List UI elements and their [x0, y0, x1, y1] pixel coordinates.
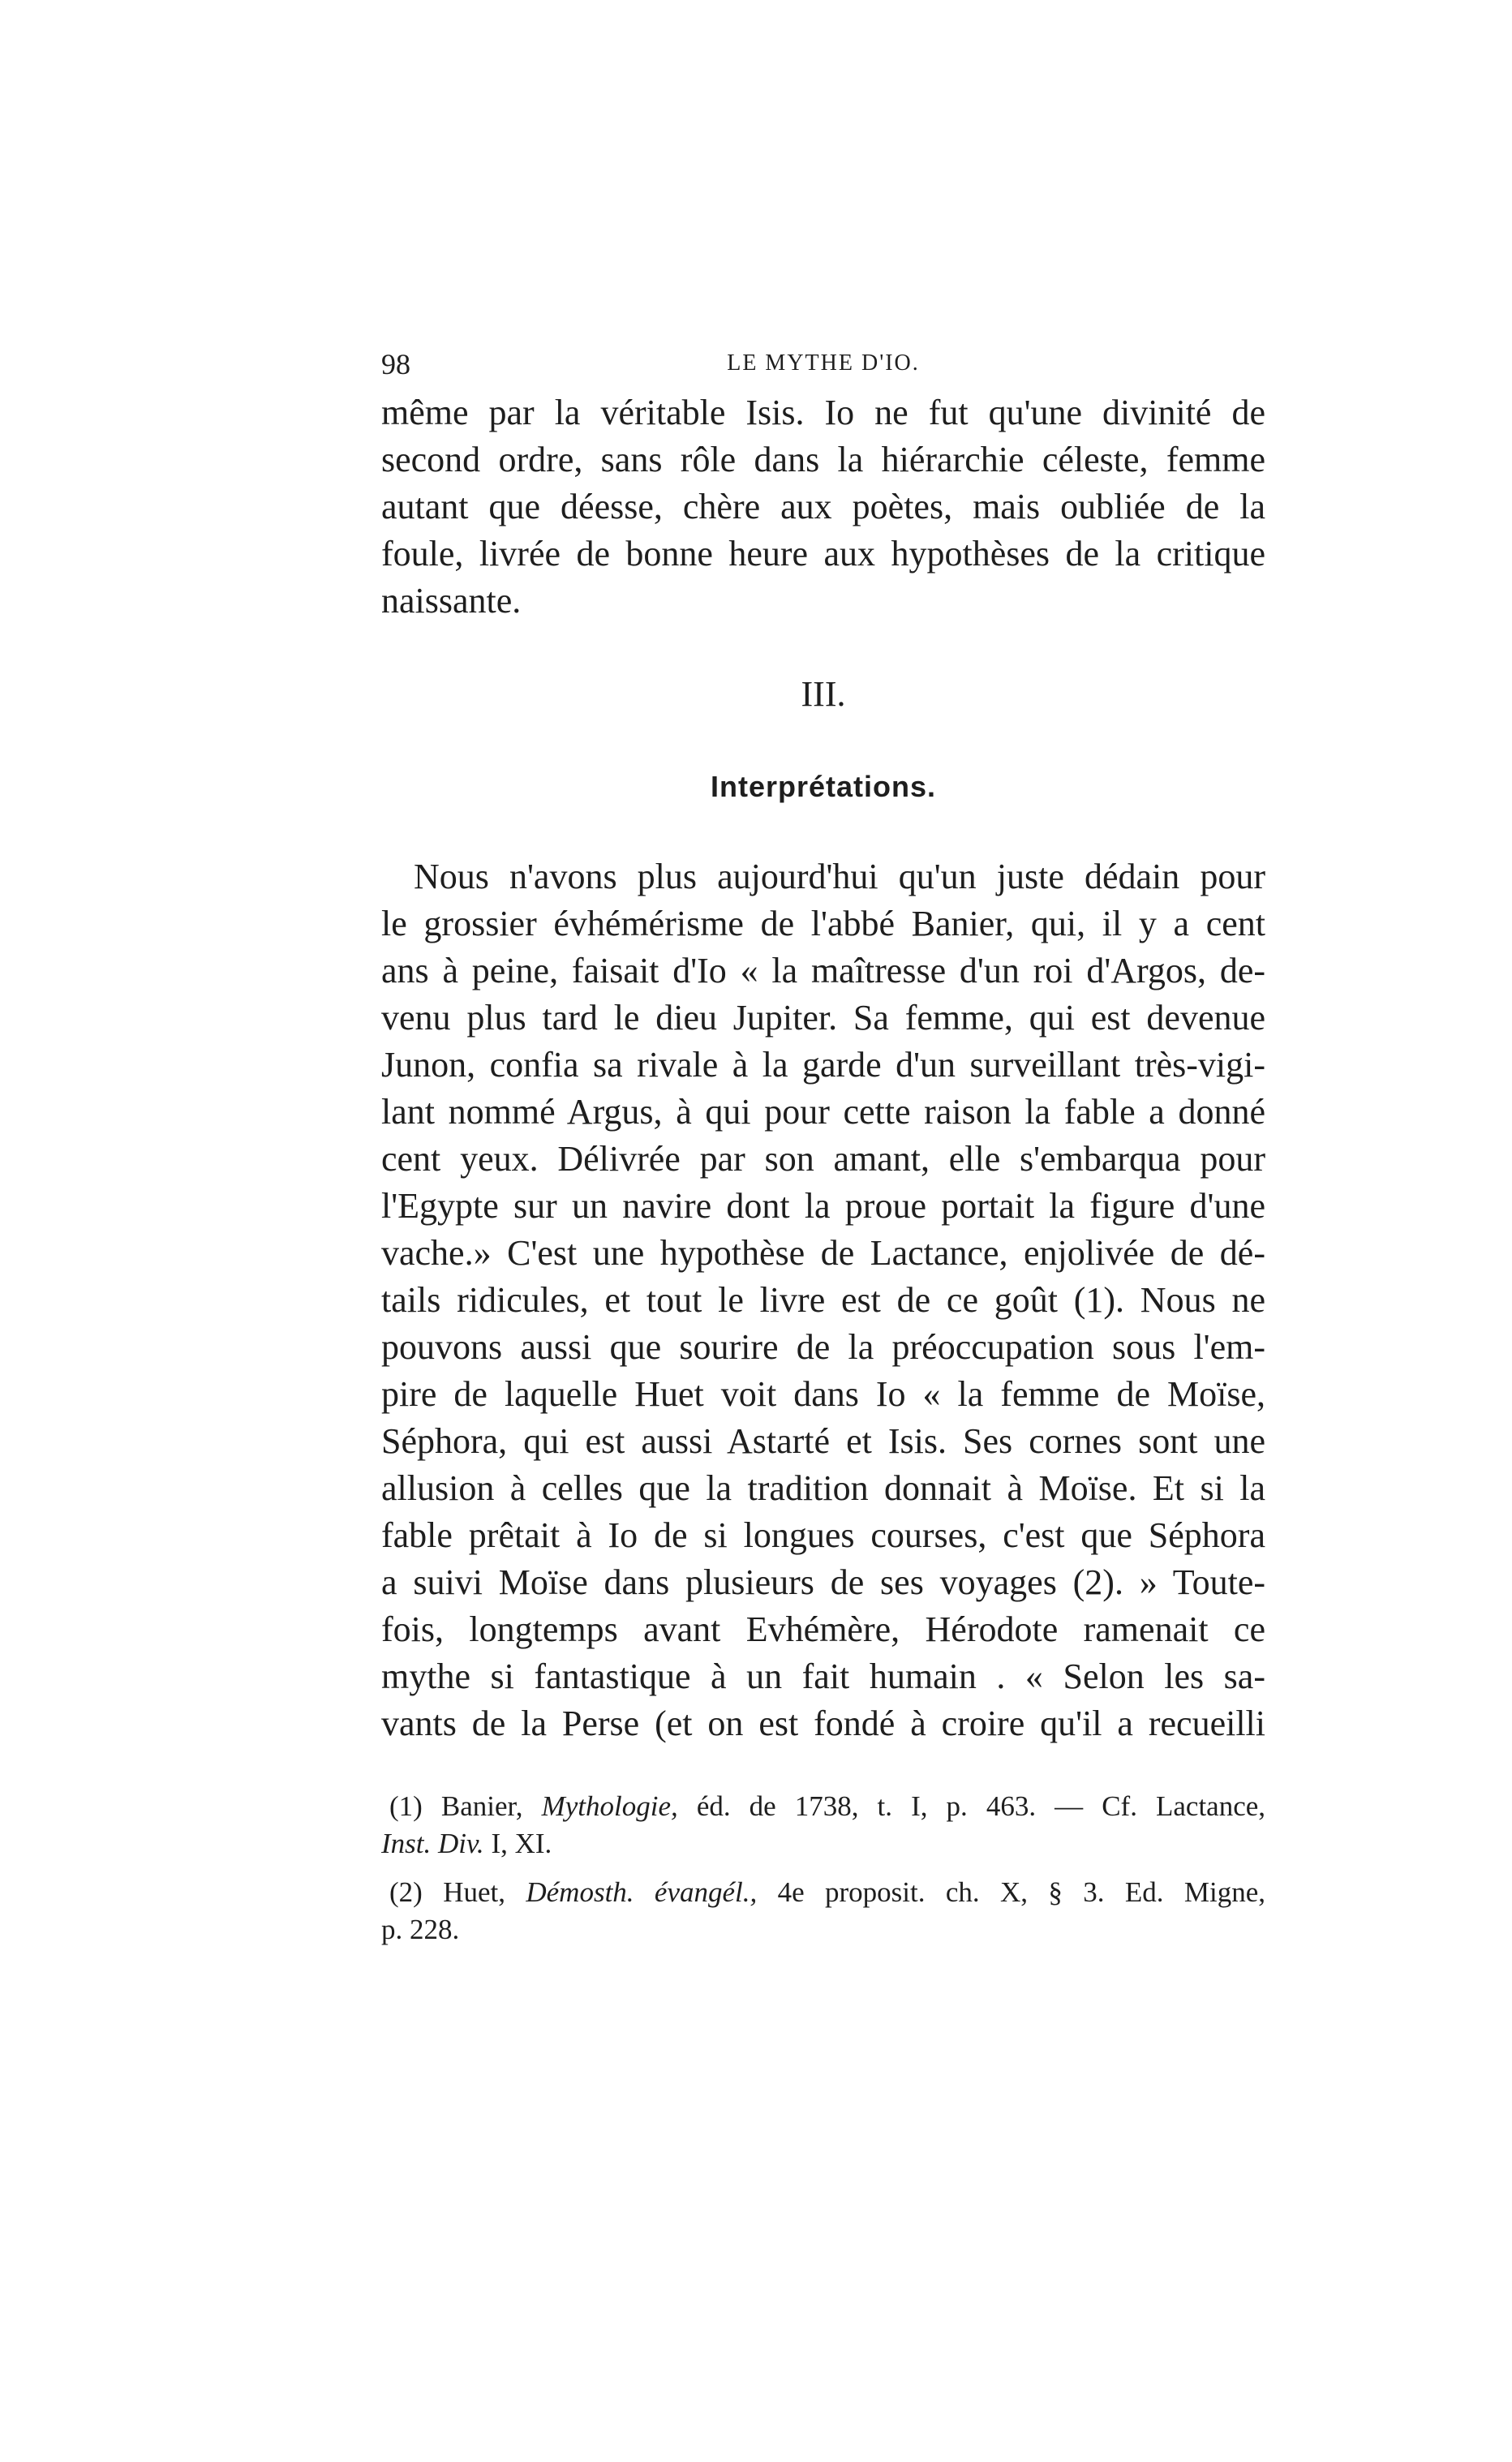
- text-line: Nous n'avons plus aujourd'hui qu'un juste dédain pour: [414, 857, 1265, 896]
- text-line: tails ridicules, et tout le livre est de ce goût (1). Nous ne: [381, 1280, 1265, 1320]
- text-line: pouvons aussi que sourire de la préoccupation sous l'em-: [381, 1327, 1265, 1367]
- text-line: a suivi Moïse dans plusieurs de ses voyages (2). » Toute-: [381, 1562, 1265, 1602]
- text-line: le grossier évhémérisme de l'abbé Banier, qui, il y a cent: [381, 904, 1265, 943]
- book-page: [381, 341, 1265, 1949]
- page-number: 98: [381, 348, 410, 380]
- text-line: pire de laquelle Huet voit dans Io « la femme de Moïse,: [381, 1374, 1265, 1414]
- footnote-2-continued: [381, 1911, 1265, 1949]
- text-line: vants de la Perse (et on est fondé à croire qu'il a recueilli: [381, 1704, 1265, 1743]
- footnote-author: Huet,: [443, 1876, 505, 1908]
- section-number: III.: [801, 674, 846, 714]
- paragraph-interpretations: [381, 853, 1265, 1747]
- text-line: second ordre, sans rôle dans la hiérarchie céleste, femme: [381, 440, 1265, 479]
- footnote-reference: éd. de 1738, t. I, p. 463. — Cf. Lactance,: [696, 1790, 1266, 1822]
- footnote-marker: (1): [389, 1790, 423, 1822]
- footnote-2: [381, 1874, 1265, 1911]
- text-line: Séphora, qui est aussi Astarté et Isis. Ses cornes sont une: [381, 1421, 1265, 1461]
- text-line: venu plus tard le dieu Jupiter. Sa femme, qui est devenue: [381, 998, 1265, 1038]
- text-line: autant que déesse, chère aux poètes, mais oubliée de la: [381, 487, 1265, 526]
- text-line: allusion à celles que la tradition donnait à Moïse. Et si la: [381, 1468, 1265, 1508]
- running-title: LE MYTHE D'IO.: [727, 350, 920, 376]
- footnote-work-title: Inst. Div.: [381, 1828, 484, 1859]
- section-title: Interprétations.: [710, 770, 937, 803]
- text-line: même par la véritable Isis. Io ne fut qu'une divinité de: [381, 393, 1265, 432]
- paragraph-continued: [381, 389, 1265, 625]
- running-head: [381, 341, 1265, 389]
- footnote-marker: (2): [389, 1876, 423, 1908]
- text-line: vache.» C'est une hypothèse de Lactance, enjolivée de dé-: [381, 1233, 1265, 1273]
- footnotes: [381, 1788, 1265, 1949]
- text-line: fable prêtait à Io de si longues courses, c'est que Séphora: [381, 1515, 1265, 1555]
- footnote-reference: I, XI.: [491, 1828, 552, 1859]
- text-line: naissante.: [381, 581, 522, 621]
- text-line: fois, longtemps avant Evhémère, Hérodote ramenait ce: [381, 1609, 1265, 1649]
- footnote-1-continued: [381, 1825, 1265, 1863]
- text-line: foule, livrée de bonne heure aux hypothèses de la critique: [381, 534, 1265, 574]
- text-line: ans à peine, faisait d'Io « la maîtresse d'un roi d'Argos, de-: [381, 951, 1265, 990]
- text-line: cent yeux. Délivrée par son amant, elle s'embarqua pour: [381, 1139, 1265, 1179]
- text-line: l'Egypte sur un navire dont la proue portait la figure d'une: [381, 1186, 1265, 1226]
- footnote-1: [381, 1788, 1265, 1825]
- footnote-work-title: Démosth. évangél.,: [526, 1876, 758, 1908]
- text-line: mythe si fantastique à un fait humain . « Selon les sa-: [381, 1656, 1265, 1696]
- text-line: Junon, confia sa rivale à la garde d'un surveillant très-vigi-: [381, 1045, 1265, 1085]
- footnote-reference: p. 228.: [381, 1914, 460, 1945]
- footnote-author: Banier,: [440, 1790, 523, 1822]
- footnote-work-title: Mythologie,: [541, 1790, 678, 1822]
- text-line: lant nommé Argus, à qui pour cette raison la fable a donné: [381, 1092, 1265, 1132]
- footnote-reference: 4e proposit. ch. X, § 3. Ed. Migne,: [777, 1876, 1266, 1908]
